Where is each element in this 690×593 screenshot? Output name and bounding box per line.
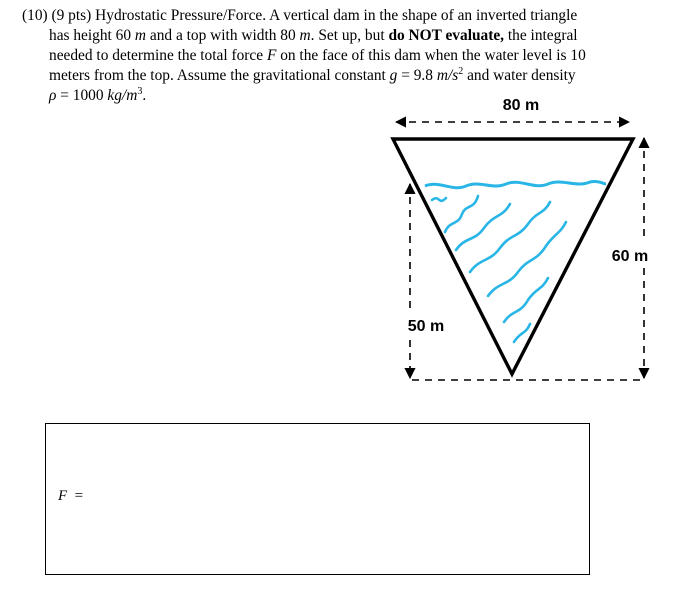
problem-points: (9 pts) (51, 7, 92, 24)
height-label: 60 m (611, 248, 649, 265)
water-level-label: 50 m (407, 318, 445, 335)
problem-line-2: has height 60 m and a top with width 80 m. Set up, but do NOT evaluate, the integral (49, 27, 578, 44)
answer-var: F (58, 488, 68, 504)
problem-line-5: ρ = 1000 $kg/m^3$. (49, 85, 147, 104)
emphasis-text: do NOT evaluate, (388, 27, 505, 44)
water-surface (425, 181, 606, 187)
answer-equals: = (74, 488, 84, 504)
problem-text-1: Hydrostatic Pressure/Force. A vertical dam in the shape of an inverted triangle (95, 7, 578, 24)
dam-triangle (393, 139, 633, 374)
top-width-label: 80 m (502, 97, 540, 114)
answer-label (58, 488, 83, 505)
problem-line-4: meters from the top. Assume the gravitational constant g = 9.8 $m/s^2$ and water density (49, 65, 576, 84)
problem-line-3: needed to determine the total force F on the face of this dam when the water level is 10 (49, 47, 586, 64)
problem-number: (10) (22, 7, 48, 24)
answer-box[interactable] (45, 423, 590, 575)
